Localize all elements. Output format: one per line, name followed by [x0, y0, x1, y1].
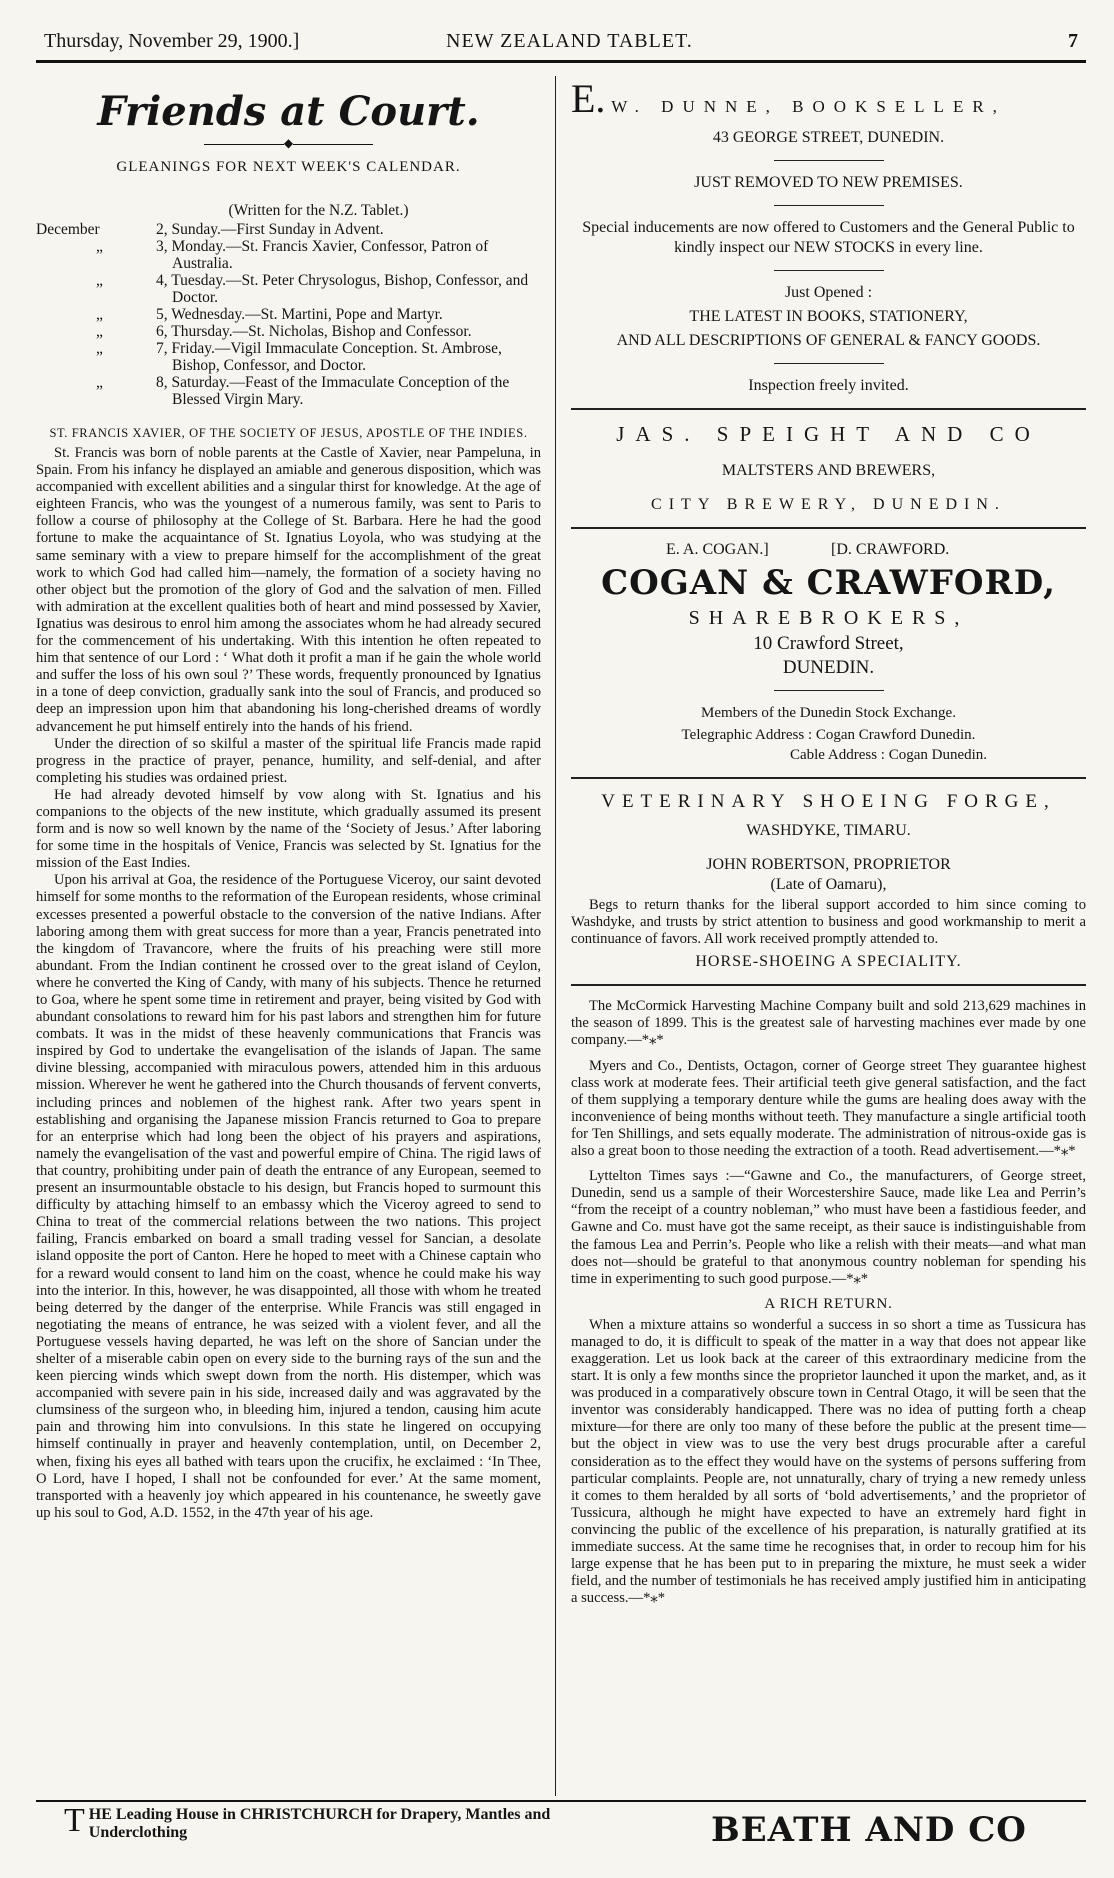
- cogan-street: 10 Crawford Street,: [753, 633, 904, 654]
- article-body: [36, 445, 541, 1522]
- cogan-advertisement: [571, 541, 1086, 765]
- divider: [571, 777, 1086, 779]
- calendar-month: „: [96, 323, 103, 340]
- dunne-removed: JUST REMOVED TO NEW PREMISES.: [694, 174, 963, 191]
- divider: [774, 690, 884, 691]
- divider: [774, 205, 884, 206]
- article-heading: ST. FRANCIS XAVIER, OF THE SOCIETY OF JESUS, APOSTLE OF THE INDIES.: [49, 426, 528, 440]
- cogan-partner-right: [D. CRAWFORD.: [831, 541, 950, 558]
- veterinary-speciality: HORSE-SHOEING A SPECIALITY.: [695, 953, 962, 971]
- calendar-text: 4, Tuesday.—St. Peter Chrysologus, Bishop, Confessor, and Doctor.: [156, 272, 529, 306]
- divider: [571, 408, 1086, 410]
- speight-title: JAS. SPEIGHT AND CO: [616, 422, 1041, 446]
- news-item: Myers and Co., Dentists, Octagon, corner of George street They guarantee highest class work at moderate fees. Their artificial teeth give general satisfaction, and the fact of them supplying a temporary denture while the gums are healing does away with the inconvenience of being months without teeth. They manufacture a single artificial tooth for Ten Shillings, and sets equally moderate. The administration of nitrous-oxide gas is also a great boon to those needing the extraction of a tooth. Read advertisement.—*⁎*: [571, 1057, 1086, 1160]
- dunne-latest: THE LATEST IN BOOKS, STATIONERY,: [689, 308, 968, 325]
- publication-title: NEW ZEALAND TABLET.: [446, 30, 693, 52]
- cogan-title: COGAN & CRAWFORD,: [601, 563, 1056, 603]
- issue-date: Thursday, November 29, 1900.]: [44, 30, 300, 52]
- footer-rule: [36, 1800, 1086, 1802]
- cogan-city: DUNEDIN.: [782, 657, 875, 678]
- veterinary-body: Begs to return thanks for the liberal support accorded to him since coming to Washdyke, and trusts by strict attention to business and good workmanship to merit a continuance of favors. All work received promptly attended to.: [571, 897, 1086, 948]
- dunne-descriptions: AND ALL DESCRIPTIONS OF GENERAL & FANCY GOODS.: [616, 332, 1041, 349]
- dunne-inspection: Inspection freely invited.: [748, 377, 909, 394]
- veterinary-place: WASHDYKE, TIMARU.: [746, 822, 911, 839]
- calendar-month: December: [36, 221, 100, 238]
- calendar-entry: [36, 306, 541, 323]
- calendar-entry: [36, 238, 541, 272]
- calendar-entry: [36, 374, 541, 408]
- footer-advertisement-left: [64, 1802, 564, 1842]
- footer-left-text: HE Leading House in CHRISTCHURCH for Drapery, Mantles and Underclothing: [88, 1806, 551, 1841]
- ornament-rule: ◆: [36, 137, 541, 149]
- rich-return-body: [571, 1317, 1086, 1608]
- calendar-month: „: [96, 374, 103, 391]
- calendar-entry: [36, 272, 541, 306]
- calendar-text: 8, Saturday.—Feast of the Immaculate Conception of the Blessed Virgin Mary.: [156, 374, 510, 408]
- dunne-advertisement: [571, 76, 1086, 396]
- veterinary-advertisement: [571, 791, 1086, 972]
- cogan-cable: Cable Address : Cogan Dunedin.: [789, 747, 988, 763]
- calendar-entry: [36, 340, 541, 374]
- calendar-entry: [36, 323, 541, 340]
- speight-brewery: CITY BREWERY, DUNEDIN.: [651, 496, 1006, 513]
- page-number: 7: [1068, 30, 1078, 52]
- dunne-initial: E.: [571, 76, 606, 121]
- page-header: [36, 22, 1086, 60]
- footer-drop-cap: T: [64, 1802, 85, 1839]
- calendar-month: „: [96, 340, 103, 357]
- rich-return-paragraph: When a mixture attains so wonderful a success in so short a time as Tussicura has managed to do, it is difficult to speak of the matter in a way that does not appear like exaggeration. Let us look back at the career of this extraordinary medicine from the start. It is only a few months since the proprietor launched it upon the market, and, as it was produced in a comparatively obscure town in Central Otago, it will be seen that the inventor was considerably handicapped. There was no idea of putting forth a cheap mixture—for there are only too many of these before the public at the present time—but the object in view was to use the very best drugs procurable after a careful consideration as to the effect they would have on the systems of persons suffering from particular complaints. People are, not unnaturally, chary of trying a new remedy unless it comes to them heralded by all sorts of ‘bold advertisements,’ and the proprietor of Tussicura, although he might have expected to have an extremely hard fight in convincing the public of the excellence of his preparation, is naturally gratified at its immediate success. At the same time he recognises that, in order to recoup him for his large expense that he has been put to in preparing the mixture, he must seek a wider field, and the number of testimonials he has received amply justified him in anticipating a success.—*⁎*: [571, 1316, 1086, 1607]
- section-title: Friends at Court.: [97, 88, 480, 135]
- dunne-title: W. DUNNE, BOOKSELLER,: [611, 97, 1006, 116]
- calendar-byline: (Written for the N.Z. Tablet.): [228, 202, 409, 219]
- veterinary-late: (Late of Oamaru),: [770, 876, 887, 893]
- calendar-text: 6, Thursday.—St. Nicholas, Bishop and Confessor.: [156, 323, 472, 340]
- speight-advertisement: [571, 422, 1086, 515]
- speight-sub: MALTSTERS AND BREWERS,: [721, 462, 936, 479]
- dunne-address: 43 GEORGE STREET, DUNEDIN.: [712, 129, 945, 146]
- calendar-text: 7, Friday.—Vigil Immaculate Conception. St. Ambrose, Bishop, Confessor, and Doctor.: [156, 340, 502, 374]
- calendar: [36, 202, 541, 408]
- article-paragraph: Under the direction of so skilful a master of the spiritual life Francis made rapid progress in the practice of prayer, penance, humility, and self-denial, and after completing his studies was ordained priest.: [36, 735, 541, 786]
- left-column: [36, 78, 541, 1522]
- veterinary-title: VETERINARY SHOEING FORGE,: [601, 791, 1056, 812]
- divider: [571, 527, 1086, 529]
- dunne-special: Special inducements are now offered to Customers and the General Public to kindly inspect our NEW STOCKS in every line.: [582, 219, 1075, 256]
- rich-return-heading: A RICH RETURN.: [764, 1295, 893, 1312]
- divider: [774, 160, 884, 161]
- cogan-partner-left: E. A. COGAN.]: [666, 541, 769, 558]
- cogan-sharebrokers: SHAREBROKERS,: [688, 607, 969, 629]
- newspaper-page: [36, 22, 1086, 1862]
- calendar-month: „: [96, 272, 103, 289]
- article-paragraph: Upon his arrival at Goa, the residence of the Portuguese Viceroy, our saint devoted himself for some months to the reformation of the European residents, whose criminal excesses presented a powerful obstacle to the conversion of the native Indians. After laboring among them with great success for more than a year, Francis penetrated into the kingdom of Travancore, where the fruits of his preaching were still more abundant. From the Indian continent he crossed over to the great island of Ceylon, where he converted the King of Candy, with many of his subjects. Thence he returned to Goa, where he spent some time in retirement and prayer, being visited by God with abundant consolations to reward him for his past labors and strengthen him for future combats. It was in the midst of these heavenly communications that Francis was inspired by God to undertake the evangelisation of the islands of Japan. The same divine blessing, accompanied with miraculous powers, attended him in this arduous mission. Wherever he went he gathered into the Church thousands of fervent converts, including princes and noblemen of the highest rank. After two years spent in establishing and organising the Japanese mission Francis returned to Goa to prepare for an enterprise which had long been the object of his prayers and aspirations, namely the evangelisation of the vast and powerful empire of China. The rigid laws of that country, prohibiting under pain of death the entrance of any European, seemed to present an insurmountable obstacle to his design, but Francis hoped to surmount this difficulty by attaching himself to an embassy which the Viceroy agreed to send to China to treat of the commercial relations between the two nations. This project failing, Francis embarked on board a small trading vessel for Sancian, a desolate island opposite the port of Canton. Here he hoped to meet with a Chinese captain who for a reward would consent to land him on the coast, whence he could make his way into the interior. In this, however, he was disappointed, all those with whom he treated being deterred by the danger of the enterprise. While Francis was still engaged in negotiating the means of entrance, he was seized with a violent fever, and all the Portuguese vessels having departed, he was left on the shore of Sancian under the shelter of a miserable cabin open on every side to the burning rays of the sun and the keen piercing winds which swept down from the north. His distemper, which was accompanied with severe pain in his side, increased daily and was aggravated by the clumsiness of the surgeon who, in bleeding him, injured a tendon, causing him acute pain and throwing him into convulsions. In this state he lingered on occupying himself continually in prayer and heavenly contemplation, until, on December 2, when, fixing his eyes all bathed with tears upon the crucifix, he exclaimed : ‘In Thee, O Lord, have I hoped, I shall not be confounded for ever.’ At the same moment, transported with a heavenly joy which appeared in his countenance, he sweetly gave up his soul to God, A.D. 1552, in the 47th year of his age.: [36, 872, 541, 1521]
- right-column: [571, 78, 1086, 1615]
- calendar-month: „: [96, 306, 103, 323]
- header-rule: [36, 60, 1086, 63]
- calendar-entry: [36, 221, 541, 238]
- divider: [774, 270, 884, 271]
- news-items: [571, 998, 1086, 1288]
- article-paragraph: St. Francis was born of noble parents at the Castle of Xavier, near Pampeluna, in Spain. From his infancy he displayed an amiable and generous disposition, which was accompanied with excellent abilities and a singular thirst for knowledge. At the age of eighteen Francis, who was the youngest of a numerous family, was sent to Paris to follow a course of philosophy at the College of St. Barbara. Here he had the good fortune to make the acquaintance of St. Ignatius Loyola, who was studying at the same seminary with a view to prepare himself for the accomplishment of the great work to which God had called him—namely, the formation of a society having no other object but the promotion of the glory of God and the salvation of men. Filled with admiration at the excellent qualities both of heart and mind possessed by Xavier, Ignatius was desirous to enrol him among the associates whom he had already secured for the commencement of his undertaking. With this intention he often repeated to him that sentence of our Lord : ‘ What doth it profit a man if he gain the whole world and suffer the loss of his own soul ?’ These words, frequently pronounced by Ignatius in a tone of deep conviction, gradually sank into the soul of Francis, and produced so deep an impression upon him that abandoning his long-cherished dreams of wordly advancement he put himself entirely into the hands of his friend.: [36, 445, 541, 735]
- divider: [571, 984, 1086, 986]
- cogan-members: Members of the Dunedin Stock Exchange.: [701, 705, 956, 721]
- calendar-text: 5, Wednesday.—St. Martini, Pope and Martyr.: [156, 306, 443, 323]
- calendar-text: 2, Sunday.—First Sunday in Advent.: [156, 221, 384, 238]
- column-divider: [555, 76, 556, 1796]
- footer-advertisement-right: BEATH AND CO: [711, 1810, 1027, 1850]
- gleanings-heading: GLEANINGS FOR NEXT WEEK'S CALENDAR.: [116, 159, 461, 175]
- news-item: Lyttelton Times says :—“Gawne and Co., the manufacturers, of George street, Dunedin, send us a sample of their Worcestershire Sauce, made like Lea and Perrin’s “from the receipt of a country nobleman,” who must have been a fastidious feeder, and Gawne and Co. must have got the same receipt, as their sauce is indistinguishable from the famous Lea and Perrin’s. People who like a relish with their meats—and what man does not—should be grateful to that anonymous country nobleman for spending his time in experimenting to such good purpose.—*⁎*: [571, 1168, 1086, 1287]
- cogan-telegraphic: Telegraphic Address : Cogan Crawford Dunedin.: [681, 727, 976, 743]
- dunne-just-opened: Just Opened :: [784, 284, 873, 301]
- calendar-text: 3, Monday.—St. Francis Xavier, Confessor, Patron of Australia.: [156, 238, 489, 272]
- veterinary-proprietor: JOHN ROBERTSON, PROPRIETOR: [706, 856, 951, 873]
- article-paragraph: He had already devoted himself by vow along with St. Ignatius and his companions to the objects of the new institute, which gradually assumed its present form and is now so well known by the name of the ‘Society of Jesus.’ After laboring for some time in the hospitals of Venice, Francis was selected by St. Ignatius for the mission of the East Indies.: [36, 786, 541, 872]
- news-item: The McCormick Harvesting Machine Company built and sold 213,629 machines in the season of 1899. This is the greatest sale of harvesting machines ever made by one company.—*⁎*: [571, 998, 1086, 1049]
- divider: [774, 363, 884, 364]
- calendar-month: „: [96, 238, 103, 255]
